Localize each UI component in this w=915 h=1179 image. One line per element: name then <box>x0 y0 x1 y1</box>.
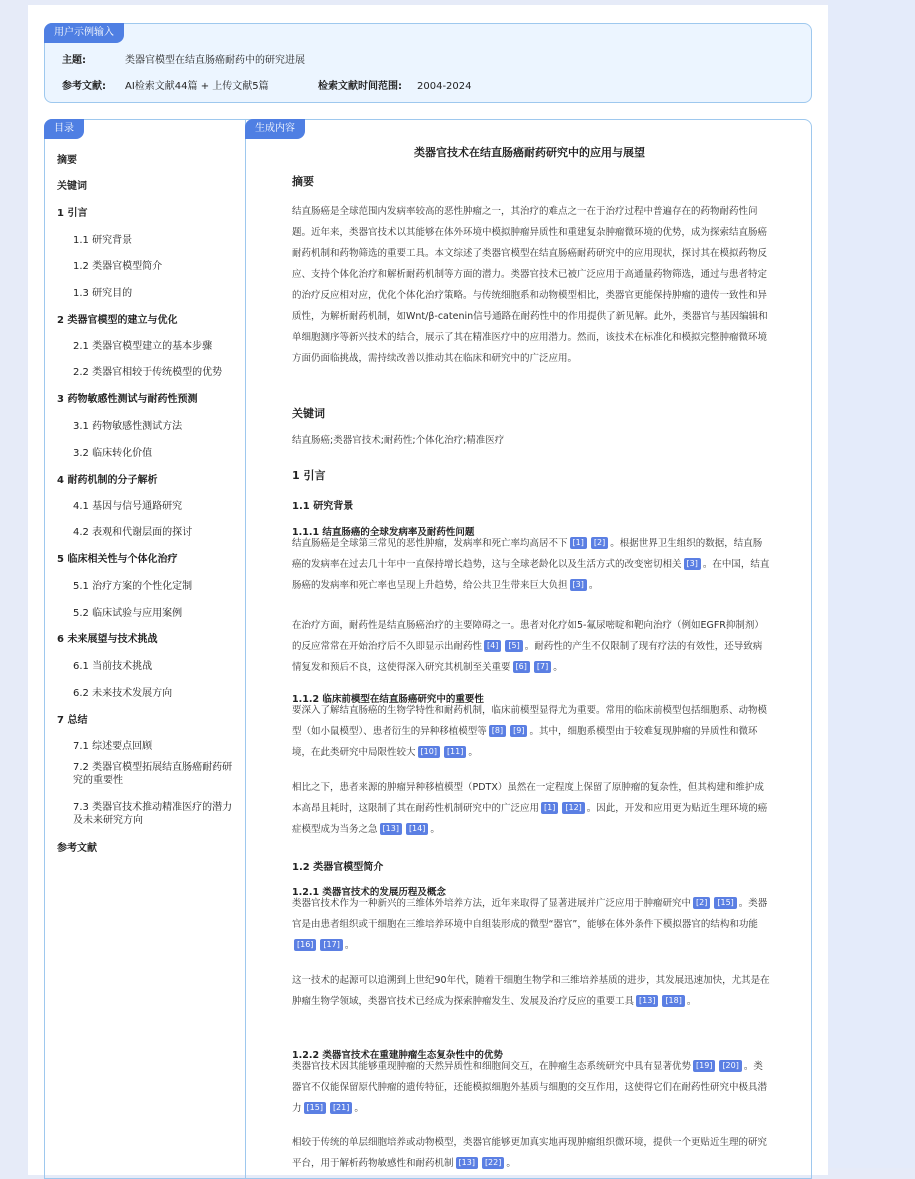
toc-item[interactable]: 3.2 临床转化价值 <box>73 448 153 459</box>
reference-badge[interactable]: [14] <box>406 823 428 835</box>
reference-badge[interactable]: [10] <box>418 746 440 758</box>
reference-badge[interactable]: [13] <box>456 1157 478 1169</box>
reference-badge[interactable]: [13] <box>636 995 658 1007</box>
generated-content-panel <box>245 119 812 1179</box>
toc-item[interactable]: 1.2 类器官模型简介 <box>73 261 163 272</box>
refs-value: AI检索文献44篇 + 上传文献5篇 <box>125 81 269 92</box>
toc-panel <box>44 119 246 1179</box>
toc-label: 目录 <box>44 119 84 139</box>
paragraph-3: 要深入了解结直肠癌的生物学特性和耐药机制，临床前模型显得尤为重要。常用的临床前模型包括细胞系、动物模型（如小鼠模型）、患者衍生的异种移植模型等 [8] [9] 。其中，细胞系模型由于较难复现肿瘤的异质性和微环境，在此类研究中局限性较大 [10] [11] 。 <box>292 705 768 758</box>
keywords-heading: 关键词 <box>292 407 325 420</box>
reference-badge[interactable]: [13] <box>380 823 402 835</box>
page <box>28 5 828 1175</box>
toc-item[interactable]: 2.2 类器官相较于传统模型的优势 <box>73 367 223 378</box>
section-1-2-1-heading: 1.2.1 类器官技术的发展历程及概念 <box>292 887 446 898</box>
toc-item[interactable]: 5.2 临床试验与应用案例 <box>73 608 183 619</box>
reference-badge[interactable]: [22] <box>482 1157 504 1169</box>
toc-item[interactable]: 4 耐药机制的分子解析 <box>57 475 158 486</box>
reference-badge[interactable]: [2] <box>591 537 608 549</box>
toc-item[interactable]: 1.3 研究目的 <box>73 288 133 299</box>
toc-item[interactable]: 4.1 基因与信号通路研究 <box>73 501 183 512</box>
paragraph-7: 类器官技术因其能够重现肿瘤的天然异质性和细胞间交互，在肿瘤生态系统研究中具有显著优势 [19] [20] 。类器官不仅能保留原代肿瘤的遗传特征，还能模拟细胞外基质与细胞的交互作用，这使得它们在耐药性研究中极具潜力 [15] [21] 。 <box>292 1061 768 1114</box>
toc-item[interactable]: 7 总结 <box>57 715 88 726</box>
toc-item[interactable]: 摘要 <box>57 155 77 166</box>
reference-badge[interactable]: [16] <box>294 939 316 951</box>
reference-badge[interactable]: [12] <box>562 802 584 814</box>
user-input-label: 用户示例输入 <box>44 23 124 43</box>
reference-badge[interactable]: [7] <box>534 661 551 673</box>
toc-item[interactable]: 2.1 类器官模型建立的基本步骤 <box>73 341 213 352</box>
range-key: 检索文献时间范围: <box>318 81 402 92</box>
reference-badge[interactable]: [1] <box>570 537 587 549</box>
section-1-1-1-heading: 1.1.1 结直肠癌的全球发病率及耐药性问题 <box>292 527 475 538</box>
toc-item[interactable]: 2 类器官模型的建立与优化 <box>57 315 178 326</box>
toc-item[interactable]: 关键词 <box>57 181 87 192</box>
section-1-heading: 1 引言 <box>292 469 326 482</box>
section-1-2-2-heading: 1.2.2 类器官技术在重建肿瘤生态复杂性中的优势 <box>292 1050 503 1061</box>
keywords-text: 结直肠癌;类器官技术;耐药性;个体化治疗;精准医疗 <box>292 435 505 446</box>
abstract-heading: 摘要 <box>292 175 314 188</box>
topic-value: 类器官模型在结直肠癌耐药中的研究进展 <box>125 55 305 66</box>
paragraph-6: 这一技术的起源可以追溯到上世纪90年代，随着干细胞生物学和三维培养基质的进步，其发展迅速加快，尤其是在肿瘤生物学领域，类器官技术已经成为探索肿瘤发生、发展及治疗反应的重要工具 [13] [18] 。 <box>292 975 770 1007</box>
toc-item[interactable]: 4.2 表观和代谢层面的探讨 <box>73 527 193 538</box>
toc-item[interactable]: 1.1 研究背景 <box>73 235 133 246</box>
reference-badge[interactable]: [2] <box>693 897 710 909</box>
refs-row <box>62 80 106 94</box>
toc-item[interactable]: 7.1 综述要点回顾 <box>73 741 153 752</box>
reference-badge[interactable]: [6] <box>513 661 530 673</box>
paragraph-8: 相较于传统的单层细胞培养或动物模型，类器官能够更加真实地再现肿瘤组织微环境，提供一个更贴近生理的研究平台，用于解析药物敏感性和耐药机制 [13] [22] 。 <box>292 1137 768 1169</box>
reference-badge[interactable]: [18] <box>662 995 684 1007</box>
reference-badge[interactable]: [3] <box>570 579 587 591</box>
reference-badge[interactable]: [3] <box>684 558 701 570</box>
reference-badge[interactable]: [21] <box>330 1102 352 1114</box>
document-title: 类器官技术在结直肠癌耐药研究中的应用与展望 <box>414 146 645 159</box>
reference-badge[interactable]: [15] <box>714 897 736 909</box>
toc-item[interactable]: 6.1 当前技术挑战 <box>73 661 153 672</box>
reference-badge[interactable]: [17] <box>320 939 342 951</box>
toc-item[interactable]: 参考文献 <box>57 843 97 854</box>
reference-badge[interactable]: [20] <box>719 1060 741 1072</box>
reference-badge[interactable]: [19] <box>693 1060 715 1072</box>
toc-item[interactable]: 7.3 类器官技术推动精准医疗的潜力及未来研究方向 <box>73 802 233 826</box>
toc-item[interactable]: 7.2 类器官模型拓展结直肠癌耐药研究的重要性 <box>73 762 233 786</box>
toc-item[interactable]: 6.2 未来技术发展方向 <box>73 688 173 699</box>
range-value: 2004-2024 <box>417 81 472 92</box>
reference-badge[interactable]: [5] <box>505 640 522 652</box>
toc-item[interactable]: 1 引言 <box>57 208 88 219</box>
toc-item[interactable]: 3 药物敏感性测试与耐药性预测 <box>57 394 198 405</box>
paragraph-1: 结直肠癌是全球第三常见的恶性肿瘤，发病率和死亡率均高居不下 [1] [2] 。根据世界卫生组织的数据，结直肠癌的发病率在过去几十年中一直保持增长趋势，这与全球老龄化以及生活方式的改变密切相关 [3] 。在中国，结直肠癌的发病率和死亡率也呈现上升趋势，给公共卫生带来巨大负担 [3] 。 <box>292 538 770 591</box>
topic-key: 主题: <box>62 55 86 66</box>
content-label: 生成内容 <box>245 119 305 139</box>
section-1-2-heading: 1.2 类器官模型简介 <box>292 862 384 873</box>
user-input-card <box>44 23 812 103</box>
topic-row <box>62 54 86 68</box>
reference-badge[interactable]: [15] <box>304 1102 326 1114</box>
reference-badge[interactable]: [1] <box>541 802 558 814</box>
reference-badge[interactable]: [9] <box>510 725 527 737</box>
reference-badge[interactable]: [8] <box>489 725 506 737</box>
paragraph-2: 在治疗方面，耐药性是结直肠癌治疗的主要障碍之一。患者对化疗如5-氟尿嘧啶和靶向治疗（例如EGFR抑制剂）的反应常常在开始治疗后不久即显示出耐药性 [4] [5] 。耐药性的产生不仅限制了现有疗法的有效性，还导致病情复发和预后不良，这使得深入研究其机制至关重要 [6] [7] 。 <box>292 620 764 673</box>
section-1-1-heading: 1.1 研究背景 <box>292 501 354 512</box>
toc-item[interactable]: 5.1 治疗方案的个性化定制 <box>73 581 193 592</box>
abstract-text: 结直肠癌是全球范围内发病率较高的恶性肿瘤之一，其治疗的难点之一在于治疗过程中普遍存在的药物耐药性问题。近年来，类器官技术以其能够在体外环境中模拟肿瘤异质性和重建复杂肿瘤微环境的优势，成为探索结直肠癌耐药机制和药物筛选的重要工具。本文综述了类器官模型在结直肠癌耐药研究中的应用现状，探讨其在模拟药物反应、支持个体化治疗和解析耐药机制等方面的潜力。类器官技术已被广泛应用于高通量药物筛选，通过与患者特定的治疗反应相对应，优化个体化治疗策略。与传统细胞系和动物模型相比，类器官更能保持肿瘤的遗传一致性和异质性，为解析耐药机制，如Wnt/β-catenin信号通路在耐药性中的作用提供了新见解。此外，类器官与基因编辑和单细胞测序等新兴技术的结合，展示了其在精准医疗中的应用潜力。然而，该技术在标准化和模拟完整肿瘤微环境方面仍面临挑战，需持续改善以推动其在临床和研究中的广泛应用。 <box>292 206 768 364</box>
section-1-1-2-heading: 1.1.2 临床前模型在结直肠癌研究中的重要性 <box>292 694 484 705</box>
toc-item[interactable]: 5 临床相关性与个体化治疗 <box>57 554 178 565</box>
right-margin-strip <box>828 0 915 1168</box>
refs-key: 参考文献: <box>62 81 106 92</box>
reference-badge[interactable]: [4] <box>484 640 501 652</box>
paragraph-5: 类器官技术作为一种新兴的三维体外培养方法，近年来取得了显著进展并广泛应用于肿瘤研究中 [2] [15] 。类器官是由患者组织或干细胞在三维培养环境中自组装形成的微型“器官”，能够在体外条件下模拟器官的结构和功能[16] [17] 。 <box>292 898 768 951</box>
toc-item[interactable]: 3.1 药物敏感性测试方法 <box>73 421 183 432</box>
paragraph-4: 相比之下，患者来源的肿瘤异种移植模型（PDTX）虽然在一定程度上保留了原肿瘤的复杂性，但其构建和维护成本高昂且耗时，这限制了其在耐药性机制研究中的广泛应用 [1] [12] 。因此，开发和应用更为贴近生理环境的癌症模型成为当务之急 [13] [14] 。 <box>292 782 768 835</box>
toc-item[interactable]: 6 未来展望与技术挑战 <box>57 634 158 645</box>
range-row <box>318 80 402 94</box>
reference-badge[interactable]: [11] <box>444 746 466 758</box>
